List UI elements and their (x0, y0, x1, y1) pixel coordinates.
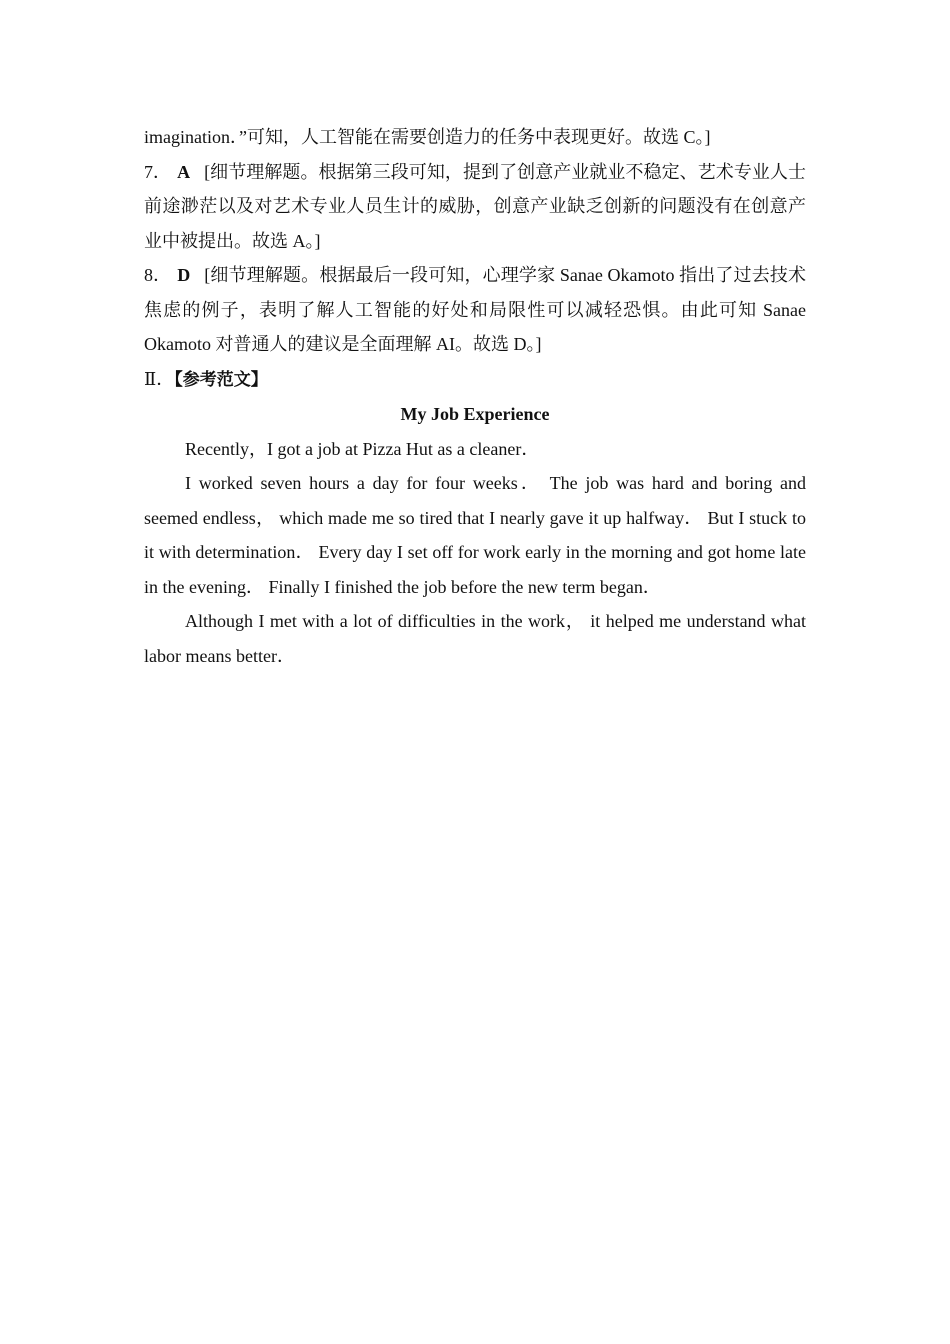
section-numeral: Ⅱ． (144, 368, 175, 389)
answer-letter: D (177, 265, 191, 285)
answer-explanation: [细节理解题。根据第三段可知，提到了创意产业就业不稳定、艺术专业人士前途渺茫以及对艺术专业人员生计的威胁，创意产业缺乏创新的问题没有在创意产业中被提出。故选 A。] (144, 161, 807, 251)
answer-item-8 (144, 258, 806, 362)
section-heading (144, 362, 806, 398)
answer-letter: A (177, 161, 191, 182)
answer-explanation: [细节理解题。根据最后一段可知，心理学家 Sanae Okamoto 指出了过去技术焦虑的例子，表明了解人工智能的好处和局限性可以减轻恐惧。由此可知 Sanae Okamoto 对普通人的建议是全面理解 AI。故选 D。] (144, 265, 806, 354)
essay-title: My Job Experience (400, 404, 550, 424)
previous-answer-continuation: imagination．”可知，人工智能在需要创造力的任务中表现更好。故选 C。] (144, 127, 711, 147)
answer-number: 7． (144, 161, 172, 182)
answer-item-7 (144, 155, 806, 259)
essay-paragraph: I worked seven hours a day for four weeks． The job was hard and boring and seemed endless， which made me so tired that I nearly gave it up halfway． But I stuck to it with determination． Every day I set off for work early in the morning and got home late in the evening． Finally I finished the job before the new term began． (144, 473, 806, 597)
section-label: 【参考范文】 (174, 369, 268, 390)
essay-paragraph: Although I met with a lot of difficulties in the work， it helped me understand what labor means better． (144, 611, 806, 666)
document-page (144, 120, 806, 673)
answer-number: 8． (144, 265, 172, 285)
essay-paragraph: Recently，I got a job at Pizza Hut as a cleaner． (185, 438, 540, 459)
